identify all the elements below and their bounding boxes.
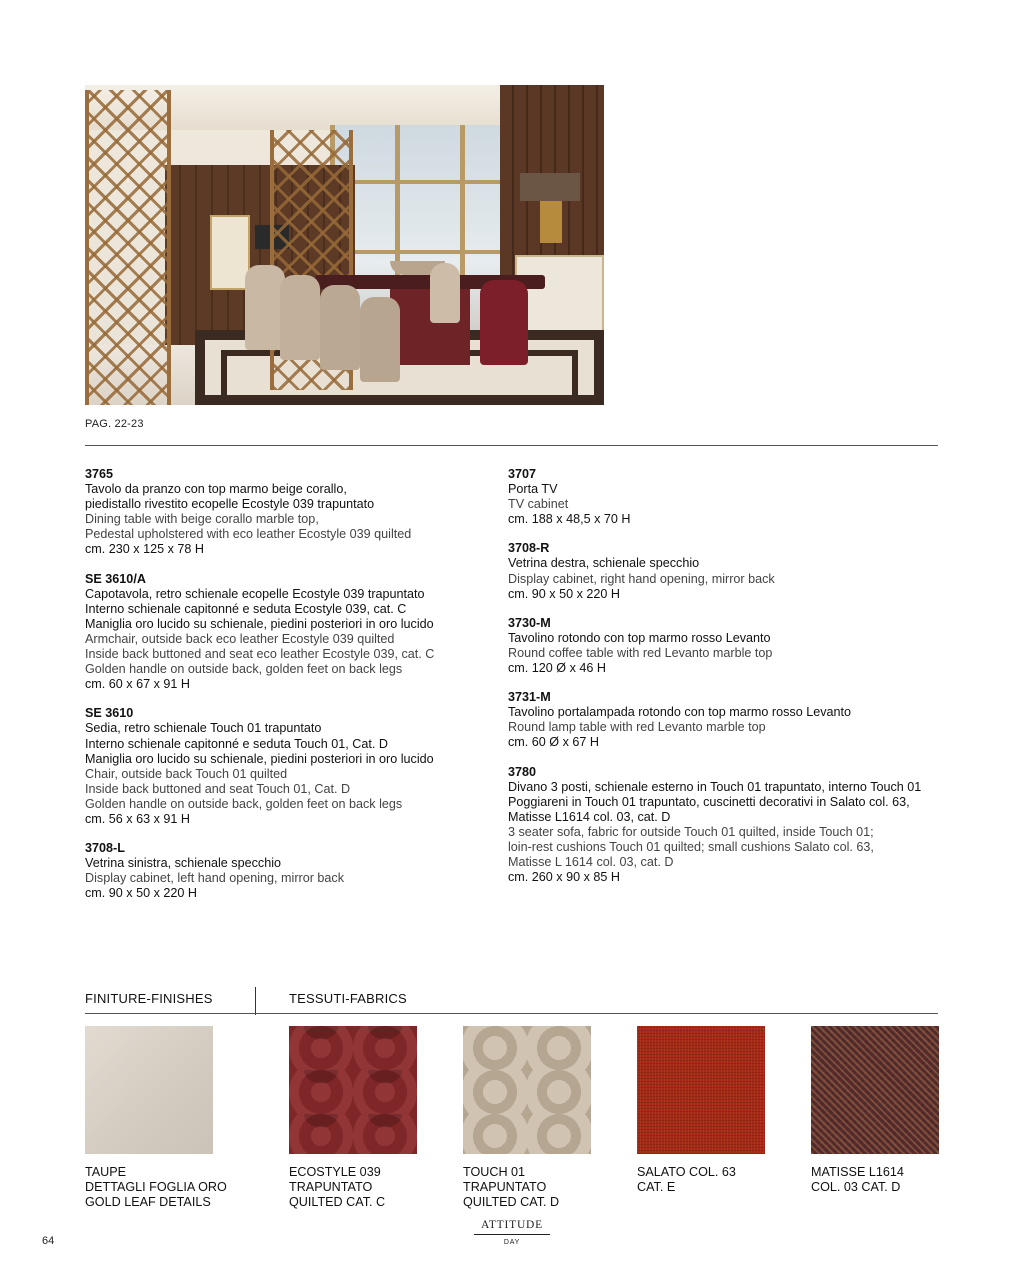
product-code: SE 3610 bbox=[85, 706, 134, 721]
product-entry bbox=[85, 706, 525, 827]
product-code: 3730-M bbox=[508, 615, 551, 630]
brand-name: ATTITUDE bbox=[481, 1219, 543, 1231]
divider-line bbox=[85, 1013, 938, 1014]
product-description-it: Sedia, retro schienale Touch 01 trapuntato bbox=[85, 721, 322, 736]
divider-line bbox=[85, 445, 938, 446]
product-dimensions: cm. 188 x 48,5 x 70 H bbox=[508, 512, 631, 527]
product-description-en: loin-rest cushions Touch 01 quilted; small cushions Salato col. 63, bbox=[508, 839, 874, 854]
product-dimensions: cm. 90 x 50 x 220 H bbox=[85, 886, 197, 901]
product-description-en: Matisse L 1614 col. 03, cat. D bbox=[508, 855, 674, 870]
product-entry bbox=[85, 467, 525, 558]
product-description-en: Round lamp table with red Levanto marble top bbox=[508, 720, 766, 735]
product-description-it: Maniglia oro lucido su schienale, piedini posteriori in oro lucido bbox=[85, 751, 434, 766]
product-code: 3708-L bbox=[85, 841, 125, 856]
product-description-en: Display cabinet, left hand opening, mirror back bbox=[85, 871, 345, 886]
swatch-touch-01 bbox=[463, 1026, 591, 1154]
product-entry bbox=[85, 572, 525, 693]
product-entry bbox=[508, 467, 948, 527]
swatch-label-ecostyle: ECOSTYLE 039 TRAPUNTATO QUILTED CAT. C bbox=[289, 1165, 386, 1209]
product-entry bbox=[85, 841, 525, 901]
product-description-it: Poggiareni in Touch 01 trapuntato, cuscinetti decorativi in Salato col. 63, bbox=[508, 794, 910, 809]
swatch-salato-63 bbox=[637, 1026, 765, 1154]
product-description-it: Tavolino rotondo con top marmo rosso Levanto bbox=[508, 630, 771, 645]
product-description-it: Interno schienale capitonné e seduta Ecostyle 039, cat. C bbox=[85, 601, 407, 616]
swatch-label-matisse: MATISSE L1614 COL. 03 CAT. D bbox=[811, 1165, 904, 1194]
product-list-left bbox=[85, 467, 495, 915]
product-entry bbox=[508, 616, 948, 676]
fabrics-heading: TESSUTI-FABRICS bbox=[289, 991, 407, 1006]
product-code: 3765 bbox=[85, 467, 114, 481]
page-reference: PAG. 22-23 bbox=[85, 418, 144, 430]
brand-sub: DAY bbox=[503, 1239, 521, 1246]
product-description-it: Maniglia oro lucido su schienale, piedini posteriori in oro lucido bbox=[85, 616, 434, 631]
swatch-matisse-l1614 bbox=[811, 1026, 939, 1154]
product-code: SE 3610/A bbox=[85, 571, 146, 586]
product-description-it: Capotavola, retro schienale ecopelle Ecostyle 039 trapuntato bbox=[85, 586, 425, 601]
product-description-it: Interno schienale capitonné e seduta Touch 01, Cat. D bbox=[85, 736, 388, 751]
product-dimensions: cm. 90 x 50 x 220 H bbox=[508, 586, 620, 601]
product-description-en: Round coffee table with red Levanto marble top bbox=[508, 645, 773, 660]
dining-room-photo bbox=[85, 85, 604, 405]
product-dimensions: cm. 230 x 125 x 78 H bbox=[85, 542, 205, 557]
product-description-it: Matisse L1614 col. 03, cat. D bbox=[508, 809, 671, 824]
product-description-en: Armchair, outside back eco leather Ecostyle 039 quilted bbox=[85, 631, 395, 646]
product-code: 3780 bbox=[508, 764, 537, 779]
product-code: 3708-R bbox=[508, 541, 550, 556]
page-number: 64 bbox=[42, 1235, 55, 1247]
product-list-right bbox=[508, 467, 948, 899]
finishes-heading: FINITURE-FINISHES bbox=[85, 991, 213, 1006]
product-dimensions: cm. 60 x 67 x 91 H bbox=[85, 677, 190, 692]
product-description-it: Porta TV bbox=[508, 482, 558, 497]
product-description-en: Golden handle on outside back, golden feet on back legs bbox=[85, 796, 403, 811]
product-description-en: Inside back buttoned and seat eco leather Ecostyle 039, cat. C bbox=[85, 647, 435, 662]
product-description-en: Inside back buttoned and seat Touch 01, Cat. D bbox=[85, 781, 351, 796]
product-description-en: Display cabinet, right hand opening, mirror back bbox=[508, 571, 775, 586]
product-description-en: TV cabinet bbox=[508, 497, 569, 512]
swatch-label-salato: SALATO COL. 63 CAT. E bbox=[637, 1165, 736, 1194]
product-code: 3707 bbox=[508, 467, 537, 481]
product-description-it: Vetrina destra, schienale specchio bbox=[508, 556, 700, 571]
heading-divider bbox=[255, 987, 256, 1015]
product-dimensions: cm. 60 Ø x 67 H bbox=[508, 735, 599, 750]
brand-logo bbox=[474, 1219, 550, 1246]
product-description-en: Golden handle on outside back, golden feet on back legs bbox=[85, 662, 403, 677]
product-description-en: 3 seater sofa, fabric for outside Touch 01 quilted, inside Touch 01; bbox=[508, 824, 874, 839]
product-description-it: Tavolo da pranzo con top marmo beige corallo, bbox=[85, 482, 347, 497]
product-description-it: Tavolino portalampada rotondo con top marmo rosso Levanto bbox=[508, 705, 852, 720]
product-description-en: Chair, outside back Touch 01 quilted bbox=[85, 766, 288, 781]
product-dimensions: cm. 120 Ø x 46 H bbox=[508, 661, 606, 676]
product-description-it: piedistallo rivestito ecopelle Ecostyle 039 trapuntato bbox=[85, 497, 375, 512]
product-description-it: Divano 3 posti, schienale esterno in Touch 01 trapuntato, interno Touch 01 bbox=[508, 779, 922, 794]
product-description-en: Pedestal upholstered with eco leather Ecostyle 039 quilted bbox=[85, 527, 412, 542]
product-description-en: Dining table with beige corallo marble top, bbox=[85, 512, 319, 527]
product-entry bbox=[508, 690, 948, 750]
product-dimensions: cm. 56 x 63 x 91 H bbox=[85, 811, 190, 826]
product-entry bbox=[508, 541, 948, 601]
product-entry bbox=[508, 765, 948, 886]
swatch-ecostyle-039 bbox=[289, 1026, 417, 1154]
product-code: 3731-M bbox=[508, 690, 551, 705]
product-dimensions: cm. 260 x 90 x 85 H bbox=[508, 870, 620, 885]
swatch-label-taupe: TAUPE DETTAGLI FOGLIA ORO GOLD LEAF DETAILS bbox=[85, 1165, 227, 1209]
swatch-taupe bbox=[85, 1026, 213, 1154]
swatch-label-touch: TOUCH 01 TRAPUNTATO QUILTED CAT. D bbox=[463, 1165, 560, 1209]
product-description-it: Vetrina sinistra, schienale specchio bbox=[85, 856, 282, 871]
